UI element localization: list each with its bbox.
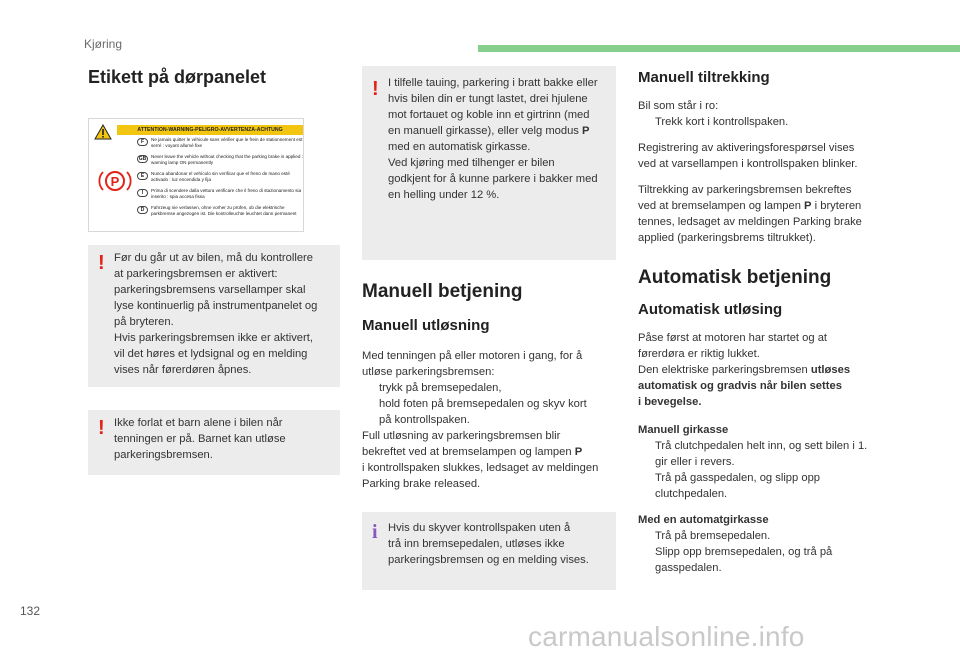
- label-row: I Prima di scendere dalla vettura verificare che il freno di stazionamento sia inserito : spia accesa fissa: [137, 188, 303, 205]
- warning-icon: !: [98, 417, 105, 439]
- warning-icon: !: [98, 252, 105, 274]
- door-label-heading: Etikett på dørpanelet: [88, 67, 267, 87]
- label-banner: ATTENTION-WARNING-PELIGRO-AVVERTENZA-ACHTUNG: [117, 125, 303, 135]
- list-item: trykk på bremsepedalen,: [379, 382, 502, 394]
- list-item: Trå clutchpedalen helt inn, og sett bilen i 1. gir eller i revers.: [655, 440, 868, 468]
- manual-release-outro: Full utløsning av parkeringsbremsen blir bekreftet ved at bremselampen og lampen P i kontrollspaken slukkes, ledsaget av meldingen Parking brake released.: [362, 430, 599, 490]
- info-icon: i: [372, 521, 378, 543]
- column-3: Manuell tiltrekking Bil som står i ro: Trekk kort i kontrollspaken. Registrering av aktiveringsforespørsel vises ved at varsellampen i kontrollspaken blinker. Tiltrekking av parkeringsbremsen bekreftes ved at bremselampen og lampen P i bryteren tennes, ledsaget av meldingen Parking brake applied (parkeringsbrems tiltrukket). Automatisk betjening Automatisk utløsing Påse først at motoren har startet og at førerdøra er riktig lukket. Den elektriske parkeringsbremsen utløses automatisk og gradvis når bilen settes i bevegelse. Manuell girkasse Trå clutchpedalen helt inn, og sett bilen i 1. gir eller i revers. Trå på gasspedalen, og slipp opp clutchpedalen. Med en automatgirkasse Trå på bremsepedalen. Slipp opp bremsepedalen, og trå på gasspedalen.: [638, 66, 900, 576]
- warning-triangle-icon: [94, 124, 112, 140]
- door-warning-label-image: [88, 118, 304, 232]
- warning-box-leave-vehicle: ! Før du går ut av bilen, må du kontrollere at parkeringsbremsen er aktivert: parkeringsbremsens varsellamper skal lyse kontinuerlig på instrumentpanelet og på bryteren. Hvis parkeringsbremsen ikke er aktivert, vil det høres et lydsignal og en melding vises når førerdøren åpnes.: [88, 245, 340, 387]
- warning-icon: !: [372, 78, 379, 100]
- automatic-release-heading: Automatisk utløsing: [638, 301, 783, 318]
- automatic-operation-heading: Automatisk betjening: [638, 267, 832, 288]
- label-language-rows: [137, 137, 303, 222]
- info-box-push-lever: i Hvis du skyver kontrollspaken uten å trå inn bremsepedalen, utløses ikke parkeringsbremsen og en melding vises.: [362, 512, 616, 590]
- list-item: Slipp opp bremsepedalen, og trå på gasspedalen.: [655, 546, 833, 574]
- label-row: F Ne jamais quitter le véhicule sans vérifier que le frein de stationnement est serré : voyant allumé fixe: [137, 137, 303, 154]
- list-item: hold foten på bremsepedalen og skyv kort på kontrollspaken.: [379, 398, 587, 426]
- column-1: [88, 66, 340, 88]
- watermark: carmanualsonline.info: [528, 621, 805, 649]
- page-number: 132: [20, 604, 41, 618]
- svg-text:P: P: [110, 174, 120, 189]
- section-accent-bar: [478, 45, 960, 52]
- warning-box-towing: ! I tilfelle tauing, parkering i bratt bakke eller hvis bilen din er tungt lastet, drei hjulene mot fortauet og koble inn et girtrinn (med en manuell girkasse), eller velg modus P med en automatisk girkasse. Ved kjøring med tilhenger er bilen godkjent for å kunne parkere i bakker med en helling under 12 %.: [362, 66, 616, 260]
- parking-brake-icon: [97, 167, 133, 195]
- column-2: [362, 66, 616, 590]
- manual-release-intro: Med tenningen på eller motoren i gang, for å utløse parkeringsbremsen:: [362, 350, 583, 378]
- label-row: D Fahrzeug nie verlassen, ohne vorher zu prüfen, ob die elektrische parkbremse angezogen ist. Die kontrolleuchte leuchtet dann permanent: [137, 205, 303, 222]
- manual-operation-heading: Manuell betjening: [362, 281, 523, 302]
- manual-apply-heading: Manuell tiltrekking: [638, 69, 770, 86]
- list-item: Trå på gasspedalen, og slipp opp clutchpedalen.: [655, 472, 821, 500]
- section-label: Kjøring: [84, 37, 123, 51]
- manual-release-heading: Manuell utløsning: [362, 317, 490, 334]
- warning-box-child-alone: ! Ikke forlat et barn alene i bilen når tenningen er på. Barnet kan utløse parkeringsbremsen.: [88, 410, 340, 475]
- label-row: GB Never leave the vehicle without checking that the parking brake is applied : warning lamp ON permanently: [138, 154, 303, 165]
- list-item: Trå på bremsepedalen.: [655, 530, 771, 542]
- list-item: Trekk kort i kontrollspaken.: [655, 116, 789, 128]
- label-row: E Nunca abandonar el vehículo sin verificar que el freno de mano esté activado : luz encendida y fija: [137, 171, 303, 188]
